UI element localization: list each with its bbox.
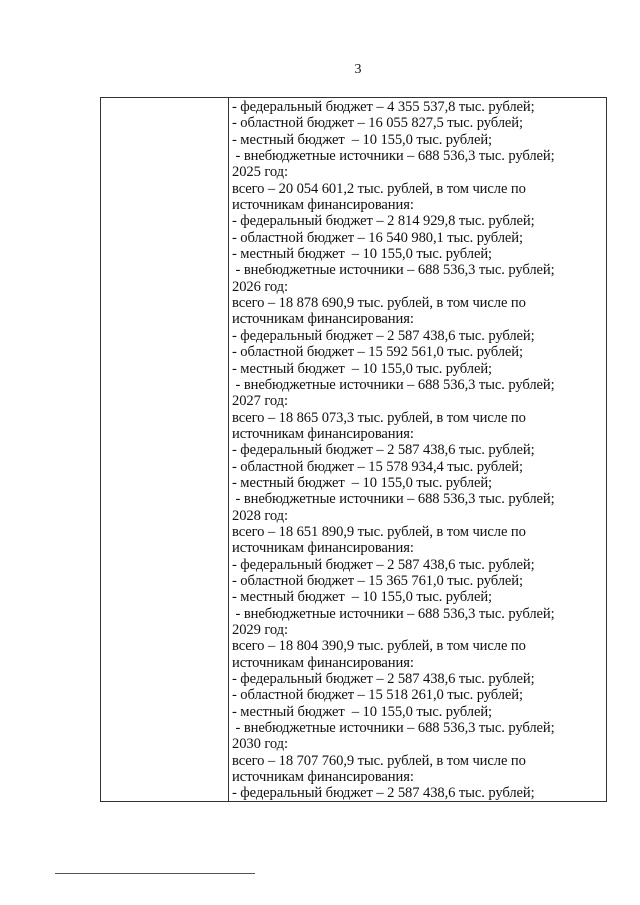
funding-line: - внебюджетные источники – 688 536,3 тыс. рублей; [232,491,555,508]
funding-line: источникам финансирования: [232,311,414,328]
funding-line: источникам финансирования: [232,197,414,214]
funding-line: - федеральный бюджет – 2 587 438,6 тыс. рублей; [232,785,535,802]
funding-line: - внебюджетные источники – 688 536,3 тыс. рублей; [232,262,555,279]
funding-line: - областной бюджет – 15 592 561,0 тыс. рублей; [232,344,523,361]
funding-line: всего – 18 878 690,9 тыс. рублей, в том числе по [232,295,526,312]
funding-line: источникам финансирования: [232,769,414,786]
funding-line: - областной бюджет – 16 055 827,5 тыс. рублей; [232,115,523,132]
funding-line: 2029 год: [232,622,288,638]
funding-line: - местный бюджет – 10 155,0 тыс. рублей; [232,246,492,263]
funding-line: - федеральный бюджет – 2 814 929,8 тыс. рублей; [232,213,535,230]
funding-line: - внебюджетные источники – 688 536,3 тыс. рублей; [232,376,555,393]
funding-details-cell [232,99,602,802]
funding-line: - местный бюджет – 10 155,0 тыс. рублей; [232,589,492,606]
page-number: 3 [354,62,362,77]
funding-line: 2025 год: [232,164,288,181]
funding-line: - федеральный бюджет – 2 587 438,6 тыс. рублей; [232,442,535,459]
funding-line: - федеральный бюджет – 2 587 438,6 тыс. рублей; [232,671,535,688]
funding-line: 2030 год: [232,736,288,753]
funding-line: источникам финансирования: [232,654,414,671]
funding-line: всего – 18 804 390,9 тыс. рублей, в том числе по [232,638,526,655]
funding-line: 2027 год: [232,393,288,410]
funding-line: - федеральный бюджет – 4 355 537,8 тыс. рублей; [232,99,535,115]
funding-line: - внебюджетные источники – 688 536,3 тыс. рублей; [232,148,555,165]
funding-line: источникам финансирования: [232,540,414,557]
funding-line: - местный бюджет – 10 155,0 тыс. рублей; [232,360,492,377]
funding-line: - областной бюджет – 15 518 261,0 тыс. рублей; [232,687,523,704]
funding-line: - местный бюджет – 10 155,0 тыс. рублей; [232,474,492,491]
funding-line: - областной бюджет – 16 540 980,1 тыс. рублей; [232,229,523,246]
funding-line: всего – 18 707 760,9 тыс. рублей, в том числе по [232,752,526,769]
funding-line: источникам финансирования: [232,425,414,442]
footnote-rule [55,873,255,874]
funding-line: - местный бюджет – 10 155,0 тыс. рублей; [232,131,492,148]
funding-line: 2026 год: [232,278,288,295]
funding-line: - федеральный бюджет – 2 587 438,6 тыс. рублей; [232,327,535,344]
funding-line: всего – 18 865 073,3 тыс. рублей, в том числе по [232,409,526,426]
funding-line: - местный бюджет – 10 155,0 тыс. рублей; [232,703,492,720]
funding-line: - федеральный бюджет – 2 587 438,6 тыс. рублей; [232,556,535,573]
funding-line: всего – 20 054 601,2 тыс. рублей, в том числе по [232,180,526,197]
funding-table [100,97,607,802]
funding-line: 2028 год: [232,507,288,524]
funding-line: - областной бюджет – 15 365 761,0 тыс. рублей; [232,572,523,589]
column-divider [228,98,229,801]
funding-line: - внебюджетные источники – 688 536,3 тыс. рублей; [232,605,555,622]
funding-line: всего – 18 651 890,9 тыс. рублей, в том числе по [232,523,526,540]
funding-line: - областной бюджет – 15 578 934,4 тыс. рублей; [232,458,523,475]
funding-line: - внебюджетные источники – 688 536,3 тыс. рублей; [232,720,555,737]
